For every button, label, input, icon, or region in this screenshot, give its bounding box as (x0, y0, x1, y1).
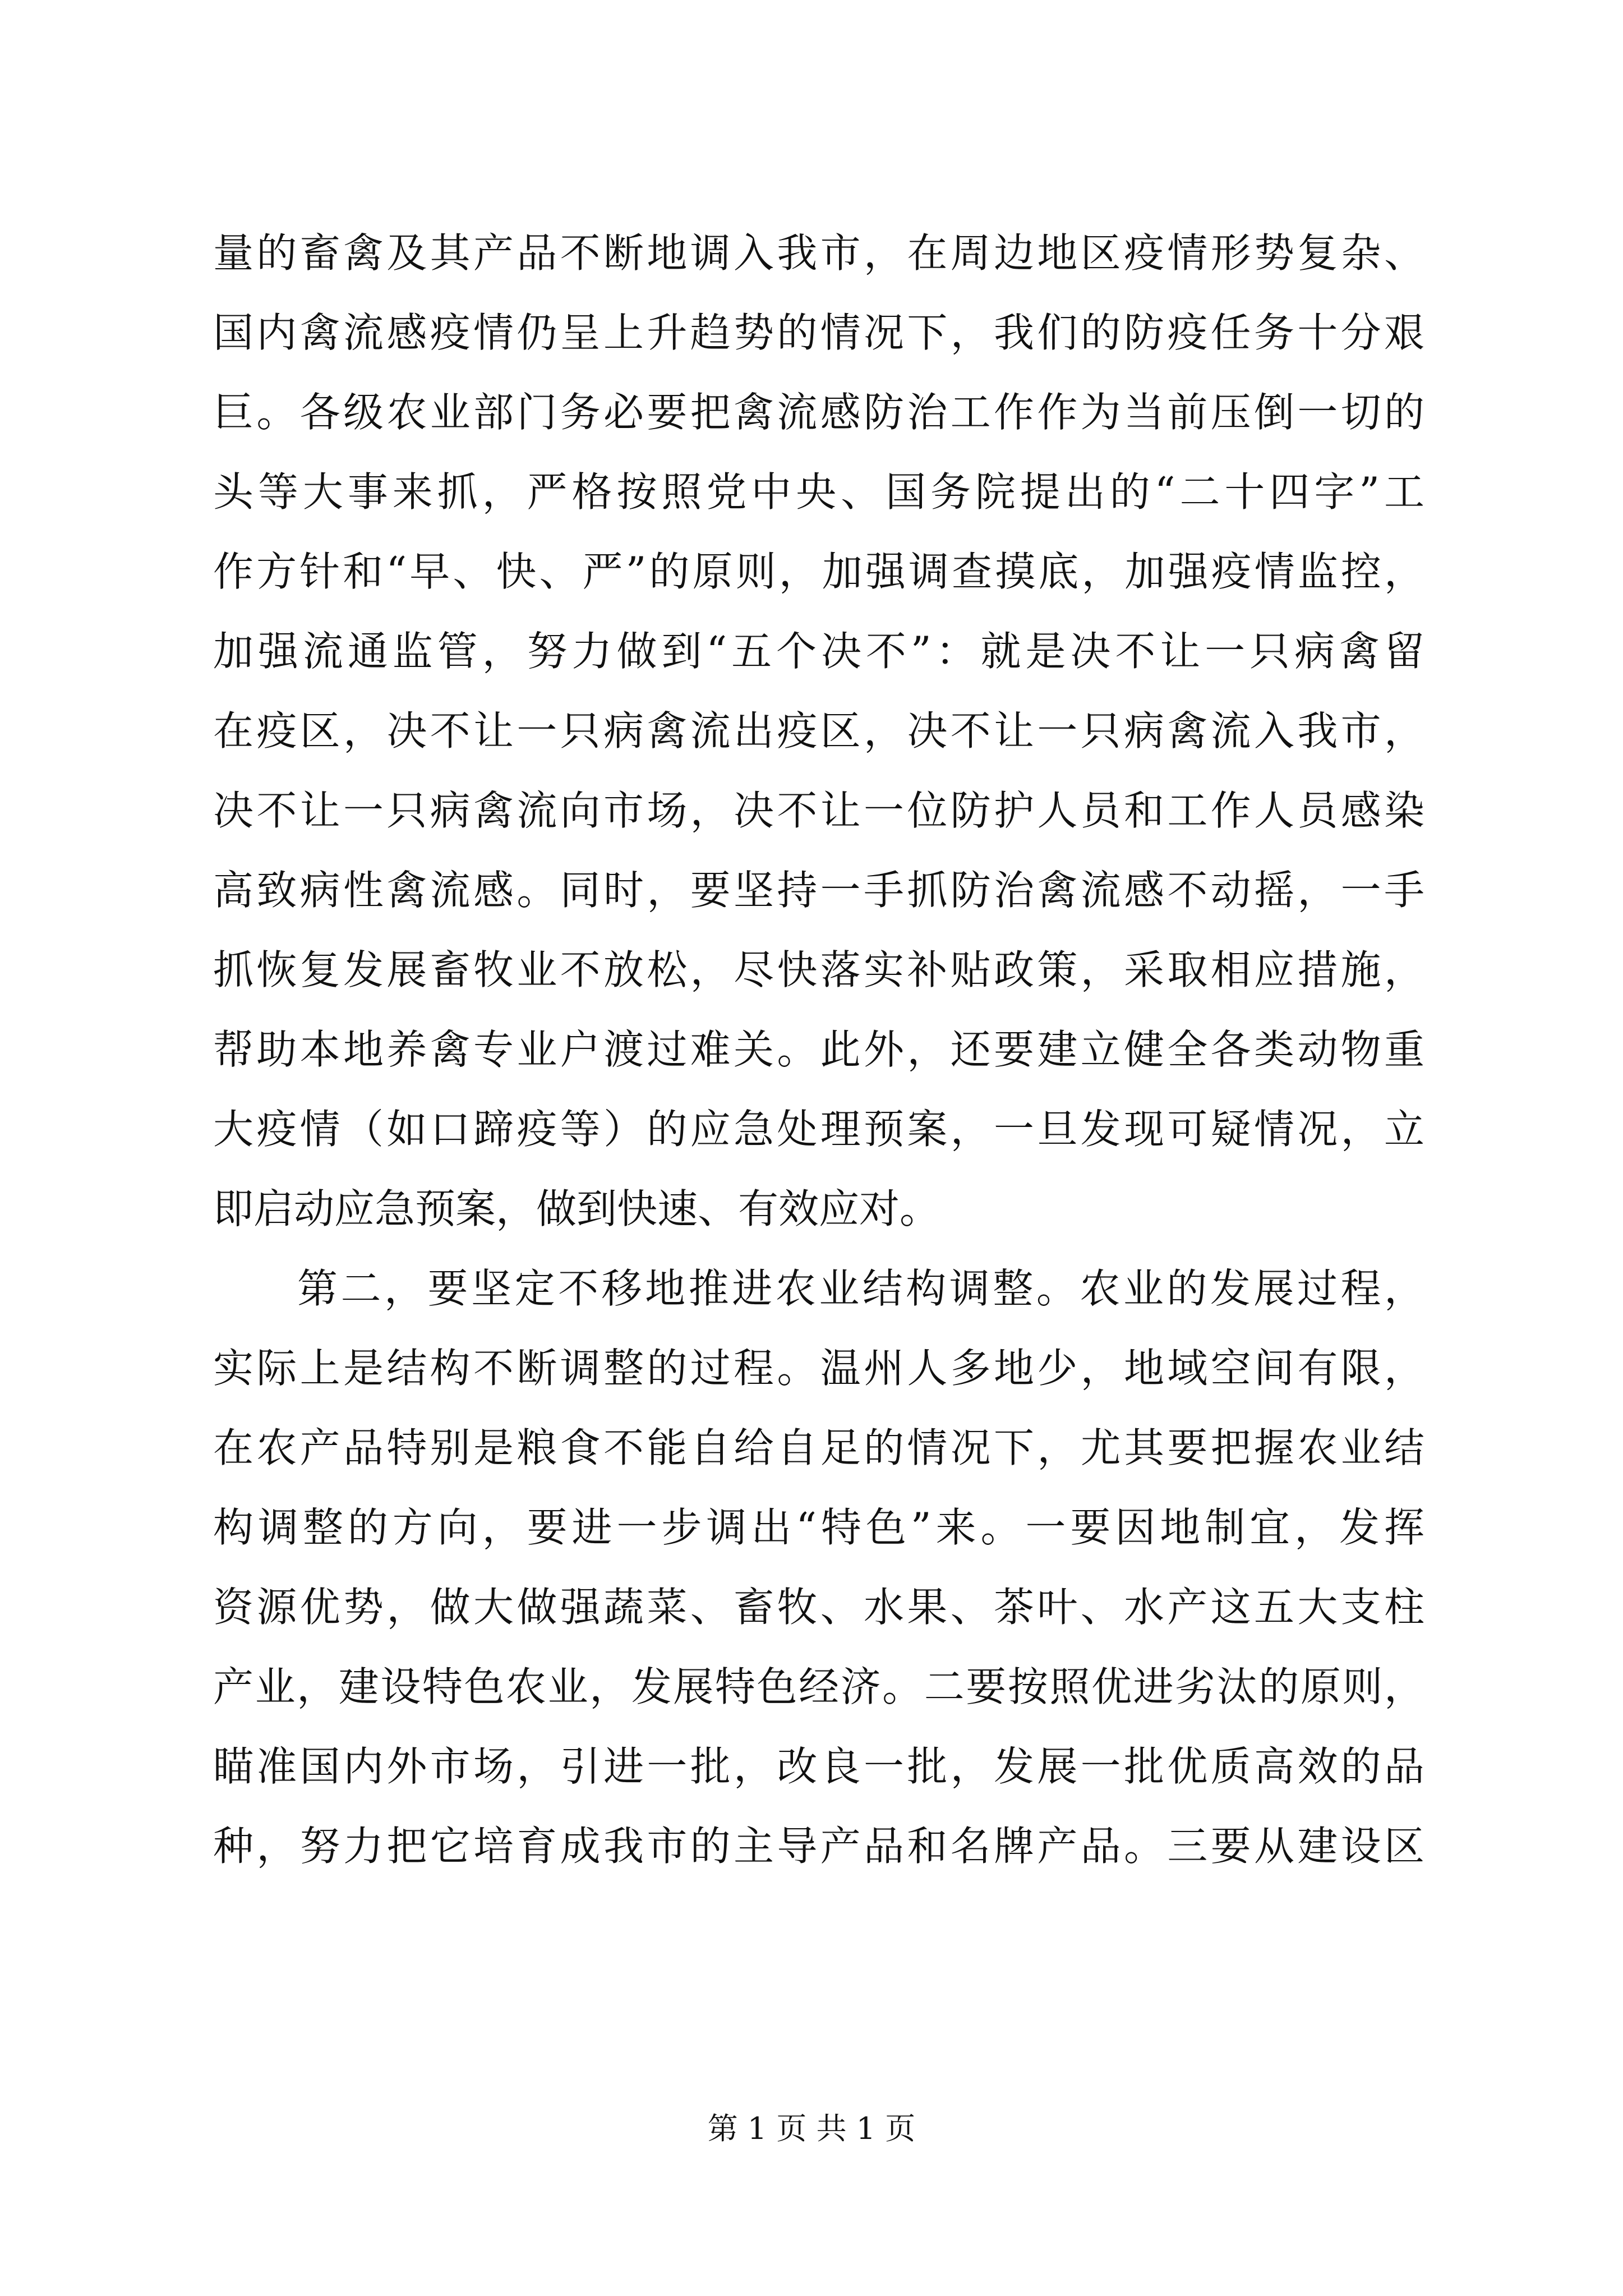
text-line: 种，努力把它培育成我市的主导产品和名牌产品。三要从建设区 (213, 1823, 1424, 1870)
text-line: 国内禽流感疫情仍呈上升趋势的情况下，我们的防疫任务十分艰 (213, 309, 1424, 356)
text-line: 高致病性禽流感。同时，要坚持一手抓防治禽流感不动摇，一手 (213, 867, 1424, 914)
text-line: 产业，建设特色农业，发展特色经济。二要按照优进劣汰的原则， (213, 1663, 1424, 1710)
text-line: 作方针和“早、快、严”的原则，加强调查摸底，加强疫情监控， (213, 548, 1424, 595)
text-line: 量的畜禽及其产品不断地调入我市，在周边地区疫情形势复杂、 (213, 229, 1424, 277)
paragraph-start-line: 第二，要坚定不移地推进农业结构调整。农业的发展过程， (297, 1265, 1424, 1312)
text-line: 决不让一只病禽流向市场，决不让一位防护人员和工作人员感染 (213, 787, 1424, 834)
text-line: 实际上是结构不断调整的过程。温州人多地少，地域空间有限， (213, 1345, 1424, 1392)
text-line: 资源优势，做大做强蔬菜、畜牧、水果、茶叶、水产这五大支柱 (213, 1584, 1424, 1631)
page-footer: 第 1 页 共 1 页 (707, 2111, 916, 2146)
text-line: 加强流通监管，努力做到“五个决不”：就是决不让一只病禽留 (213, 628, 1424, 675)
text-line: 在疫区，决不让一只病禽流出疫区，决不让一只病禽流入我市， (213, 707, 1424, 754)
text-line: 瞄准国内外市场，引进一批，改良一批，发展一批优质高效的品 (213, 1743, 1424, 1790)
text-line: 大疫情（如口蹄疫等）的应急处理预案，一旦发现可疑情况，立 (213, 1106, 1424, 1153)
text-line: 即启动应急预案，做到快速、有效应对。 (213, 1185, 940, 1232)
text-line: 帮助本地养禽专业户渡过难关。此外，还要建立健全各类动物重 (213, 1026, 1424, 1073)
body-text (213, 213, 1424, 1886)
text-line: 在农产品特别是粮食不能自给自足的情况下，尤其要把握农业结 (213, 1424, 1424, 1471)
text-line: 抓恢复发展畜牧业不放松，尽快落实补贴政策，采取相应措施， (213, 946, 1424, 993)
text-line: 巨。各级农业部门务必要把禽流感防治工作作为当前压倒一切的 (213, 389, 1424, 436)
text-line: 头等大事来抓，严格按照党中央、国务院提出的“二十四字”工 (213, 468, 1424, 516)
text-line: 构调整的方向，要进一步调出“特色”来。一要因地制宜，发挥 (213, 1504, 1424, 1551)
